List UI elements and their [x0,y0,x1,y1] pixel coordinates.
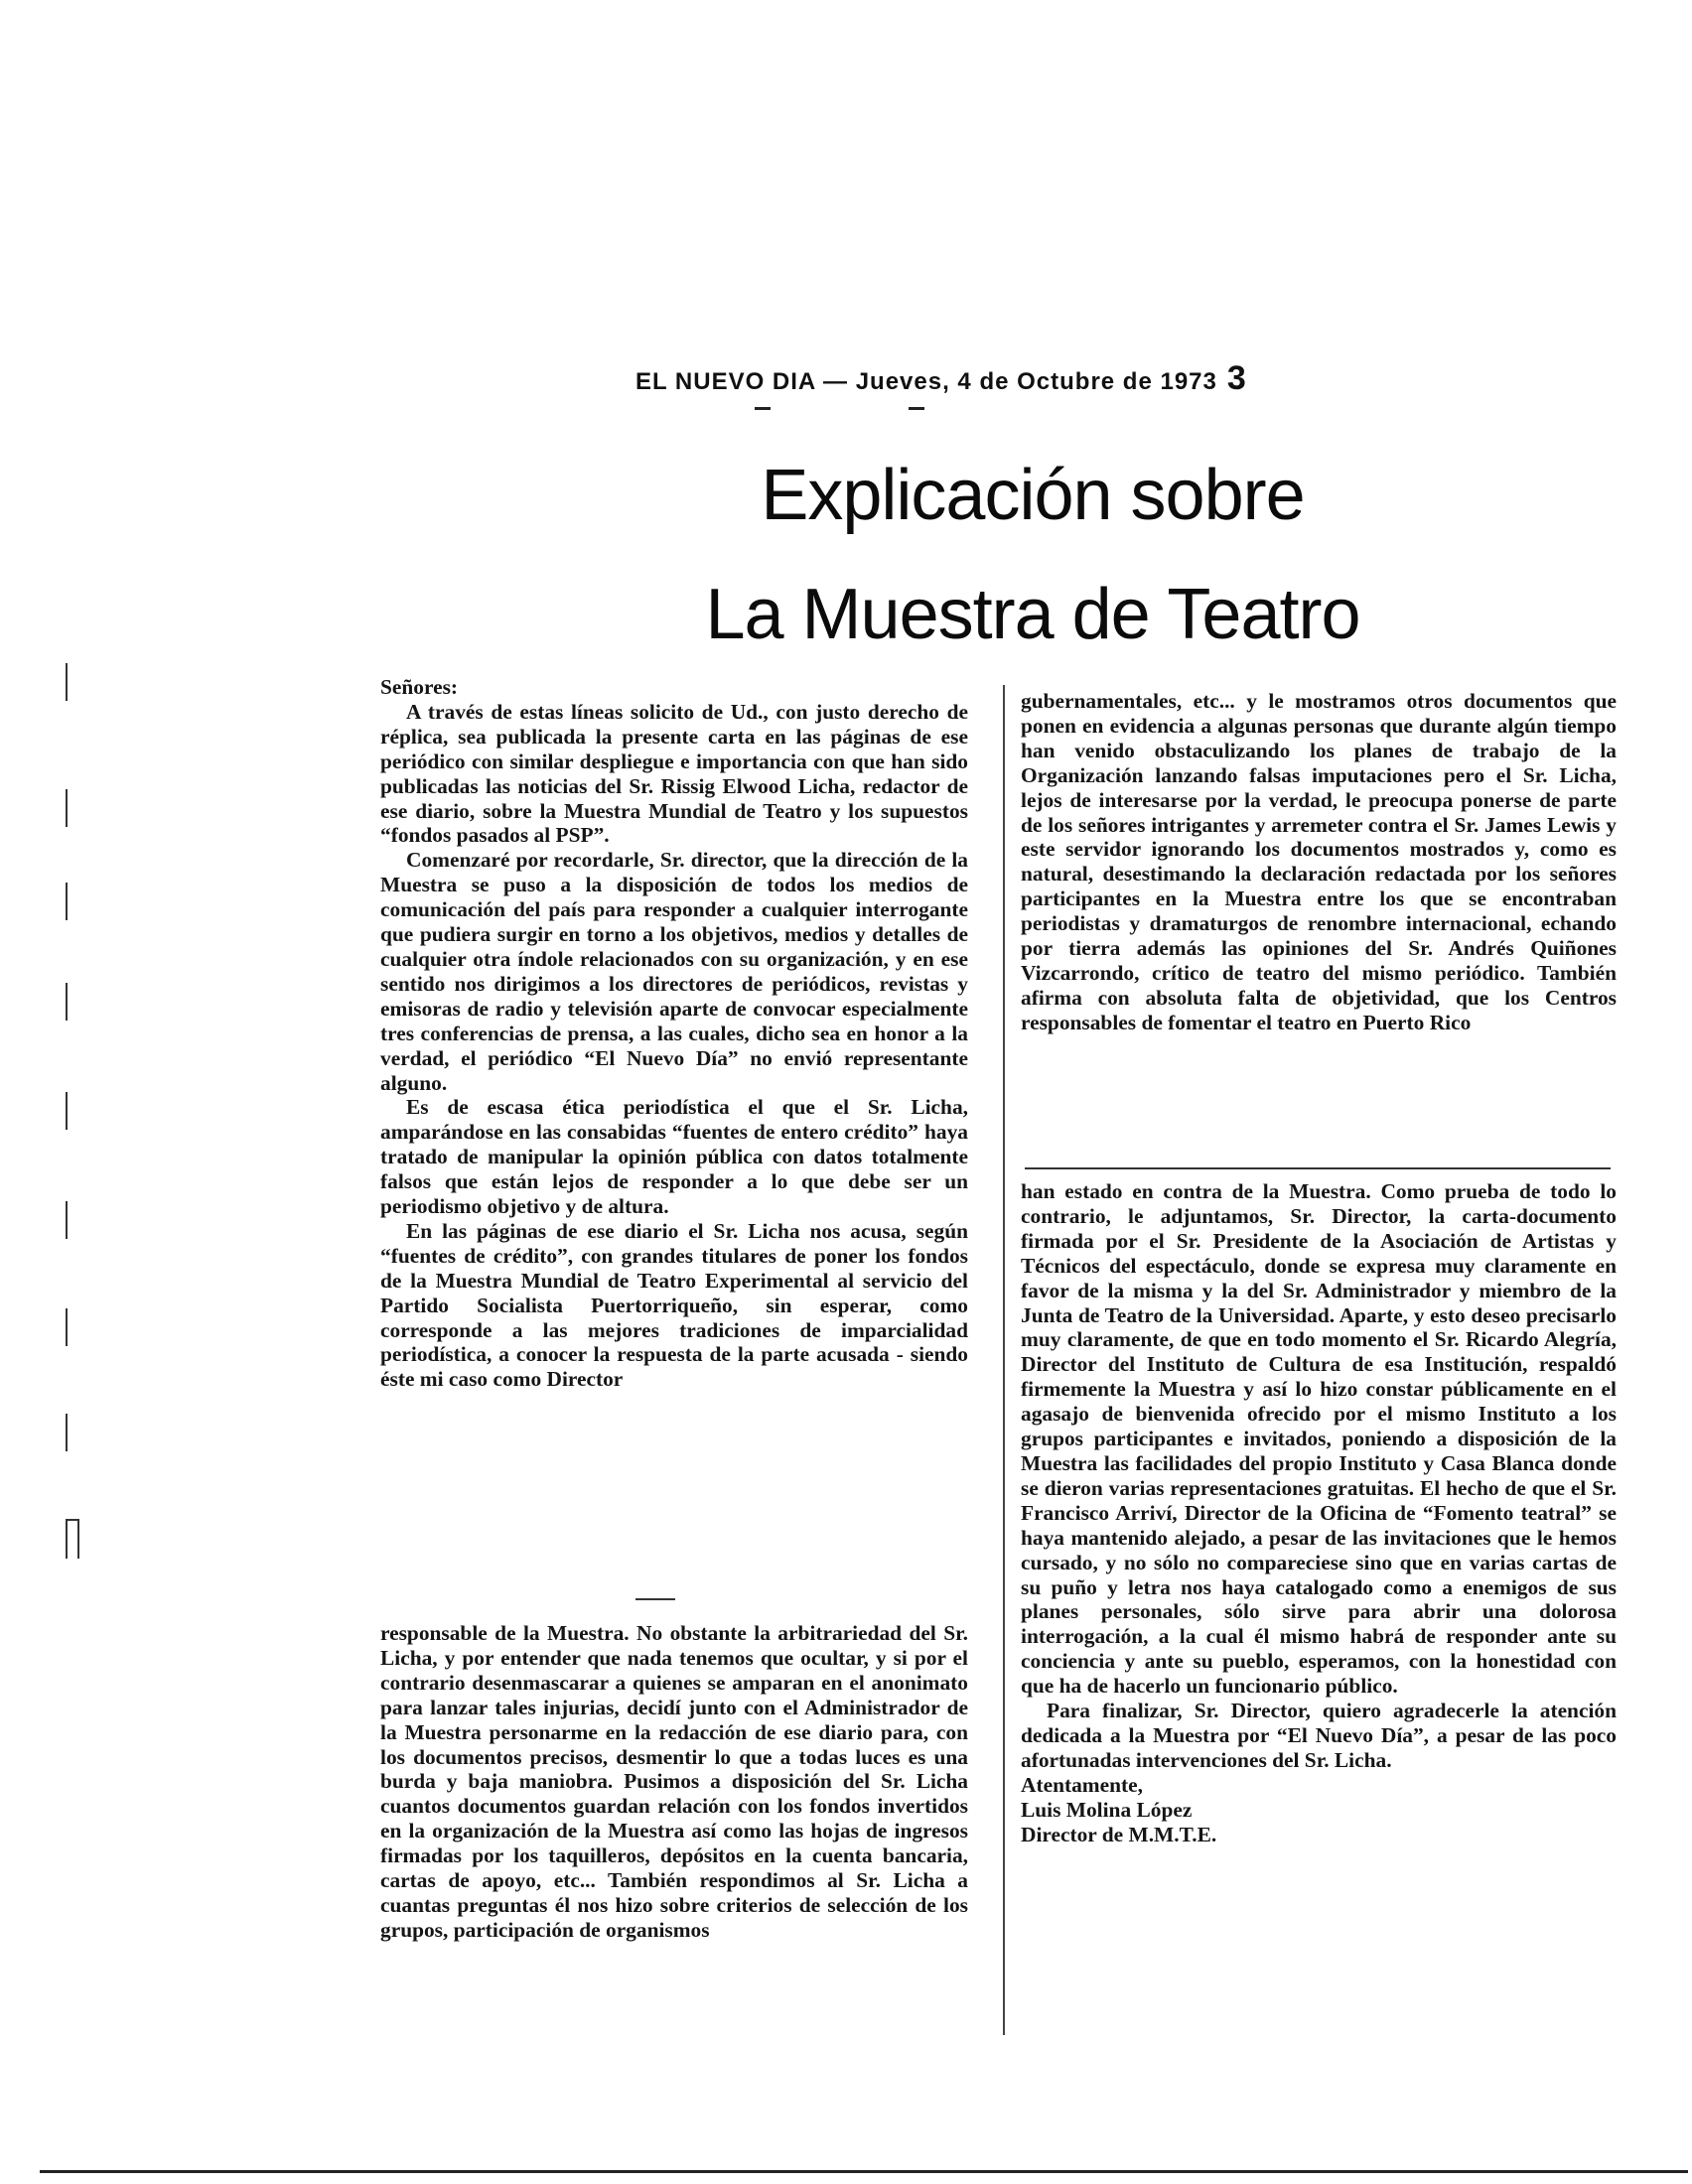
signature-name: Luis Molina López [1021,1797,1193,1822]
closing: Atentamente, [1021,1772,1143,1797]
margin-bracket [66,789,81,827]
margin-bracket [66,1414,81,1451]
page-number: 3 [1226,359,1247,397]
letter-column-4 [1021,1179,1617,1846]
letter-column-2 [380,1621,968,1943]
paragraph: han estado en contra de la Muestra. Como prueba de todo lo contrario, le adjuntamos, Sr. Director, la carta-documento firmada por el Sr. Presidente de la Asociación de Artistas y Técnicos del espectáculo, donde se expresa muy claramente en favor de la misma y la del Sr. Administrador y miembro de la Junta de Teatro de la Universidad. Aparte, y esto deseo precisarlo muy claramente, de que en todo momento el Sr. Ricardo Alegría, Director del Instituto de Cultura de esa Institución, respaldó firmemente la Muestra y así lo hizo constar públicamente en el agasajo de bienvenida ofrecido por el mismo Instituto a los grupos participantes e invitados, poniendo a disposición de la Muestra las facilidades del propio Instituto y Casa Blanca donde se dieron varias representaciones gratuitas. El hecho de que el Sr. Francisco Arriví, Director de la Oficina de “Fomento teatral” se haya mantenido alejado, a pesar de las invitaciones que le hemos cursado, y no sólo no compareciese sino que en varias cartas de su puño y letra nos haya catalogado como a enemigos de sus planes personales, sólo sirve para abrir una dolorosa interrogación, a la cual él mismo habrá de responder ante su conciencia y ante su pueblo, esperamos, con la honestidad con que ha de hacerlo un funcionario público. [1021,1179,1617,1699]
signature-title: Director de M.M.T.E. [1021,1822,1217,1846]
margin-bracket [66,983,81,1021]
salutation: Señores: [380,675,459,699]
paragraph: Comenzaré por recordarle, Sr. director, que la dirección de la Muestra se puso a la disposición de todos los medios de comunicación del país para responder a cualquier interrogante que pudiera surgir en torno a los objetivos, medios y detalles de cualquier otra índole relacionados con su organización, y en ese sentido nos dirigimos a los directores de periódicos, revistas y emisoras de radio y televisión aparte de convocar especialmente tres conferencias de prensa, a las cuales, dicho sea en honor a la verdad, el periódico “El Nuevo Día” no envió representante alguno. [380,848,968,1095]
margin-bracket [66,1519,79,1559]
rule-mark [755,407,771,410]
margin-bracket [66,1308,81,1346]
letter-column-3 [1021,689,1617,1035]
column-break-mark [635,1598,675,1600]
margin-bracket [66,883,81,920]
masthead-text: EL NUEVO DIA — Jueves, 4 de Octubre de 1973 [635,368,1217,395]
margin-bracket [66,1201,81,1239]
letter-column-1 [380,675,968,1392]
margin-bracket [66,663,81,701]
paragraph: responsable de la Muestra. No obstante la arbitrariedad del Sr. Licha, y por entender que nada tenemos que ocultar, y si por el contrario desenmascarar a quienes se amparan en el anonimato para lanzar tales injurias, decidí junto con el Administrador de la Muestra personarme en la redacción de ese diario para, con los documentos precisos, desmentir lo que a todas luces es una burda y baja maniobra. Pusimos a disposición del Sr. Licha cuantos documentos guardan relación con los fondos invertidos en la organización de la Muestra así como las hojas de ingresos firmadas por los taquilleros, depósitos en la cuenta bancaria, cartas de apoyo, etc... También respondimos al Sr. Licha a cuantas preguntas él nos hizo sobre criterios de selección de los grupos, participación de organismos [380,1621,968,1942]
paragraph: gubernamentales, etc... y le mostramos otros documentos que ponen en evidencia a algunas personas que durante algún tiempo han venido obstaculizando los planes de trabajo de la Organización lanzando falsas imputaciones pero el Sr. Licha, lejos de interesarse por la verdad, le preocupa ponerse de parte de los señores intrigantes y arremeter contra el Sr. James Lewis y este servidor ignorando los documentos mostrados y, como es natural, desestimando la declaración redactada por los señores participantes en la Muestra entre los que se encontraban periodistas y dramaturgos de renombre internacional, echando por tierra además las opiniones del Sr. Andrés Quiñones Vizcarrondo, crítico de teatro del mismo periódico. También afirma con absoluta falta de objetividad, que los Centros responsables de fomentar el teatro en Puerto Rico [1021,689,1617,1034]
bottom-rule [40,2170,1688,2173]
masthead [635,359,1331,398]
paragraph: A través de estas líneas solicito de Ud., con justo derecho de réplica, sea publicada la presente carta en las páginas de ese periódico con similar despliegue e importancia con que han sido publicadas las noticias del Sr. Rissig Elwood Licha, redactor de ese diario, sobre la Muestra Mundial de Teatro y los supuestos “fondos pasados al PSP”. [380,699,968,848]
margin-bracket [66,1092,81,1130]
paragraph: Es de escasa ética periodística el que el Sr. Licha, amparándose en las consabidas “fuentes de entero crédito” haya tratado de manipular la opinión pública con datos totalmente falsos que están lejos de responder a lo que debe ser un periodismo objetivo y de altura. [380,1095,968,1219]
paragraph: En las páginas de ese diario el Sr. Licha nos acusa, según “fuentes de crédito”, con grandes titulares de poner los fondos de la Muestra Mundial de Teatro Experimental al servicio del Partido Socialista Puertorriqueño, sin esperar, como corresponde a las mejores tradiciones de imparcialidad periodística, a conocer la respuesta de la parte acusada - siendo éste mi caso como Director [380,1218,968,1392]
headline-line-1: Explicación sobre [761,456,1305,535]
paragraph: Para finalizar, Sr. Director, quiero agradecerle la atención dedicada a la Muestra por “El Nuevo Día”, a pesar de las poco afortunadas intervenciones del Sr. Licha. [1021,1699,1617,1772]
headline-line-2: La Muestra de Teatro [705,575,1360,654]
rule-mark [909,407,924,410]
column-break-mark [1025,1167,1611,1169]
column-rule [1003,685,1005,2035]
